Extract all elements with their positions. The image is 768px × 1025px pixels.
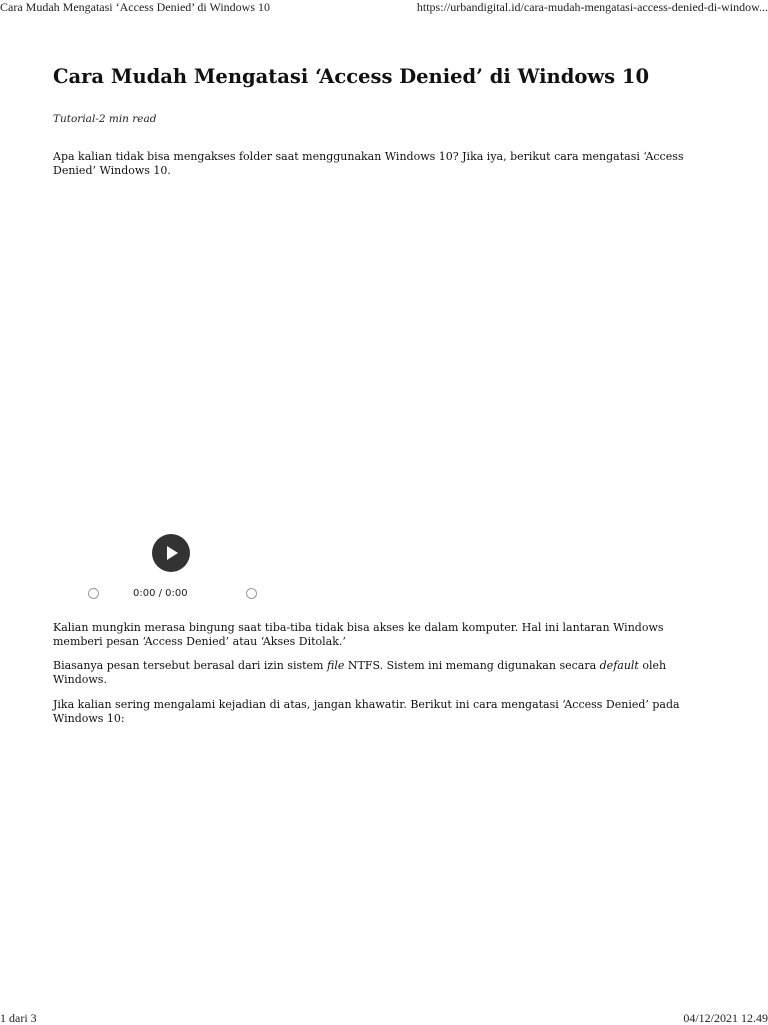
- paragraph-3-em-file: file: [326, 659, 345, 672]
- article-paragraph-2: Kalian mungkin merasa bingung saat tiba-tiba tidak bisa akses ke dalam komputer. Hal ini lantaran Windows memberi pesan ‘Access Denied’ atau ‘Akses Ditolak.’: [53, 621, 664, 648]
- paragraph-3-text-2: NTFS. Sistem ini memang digunakan secara: [344, 659, 600, 672]
- play-button[interactable]: [152, 534, 190, 572]
- seek-start-handle[interactable]: [88, 588, 99, 599]
- article-paragraph-3: [53, 659, 693, 687]
- article-intro: Apa kalian tidak bisa mengakses folder saat menggunakan Windows 10? Jika iya, berikut cara mengatasi ‘Access Denied’ Windows 10.: [53, 150, 684, 177]
- article-title: Cara Mudah Mengatasi ‘Access Denied’ di Windows 10: [53, 65, 650, 88]
- volume-handle[interactable]: [246, 588, 257, 599]
- print-footer-page: 1 dari 3: [0, 1011, 37, 1025]
- print-footer-datetime: 04/12/2021 12.49: [683, 1011, 768, 1025]
- paragraph-3-text-1: Biasanya pesan tersebut berasal dari izin sistem: [53, 659, 327, 672]
- paragraph-3-em-default: default: [599, 659, 639, 672]
- article-paragraph-4: Jika kalian sering mengalami kejadian di atas, jangan khawatir. Berikut ini cara mengatasi ‘Access Denied’ pada Windows 10:: [53, 698, 680, 725]
- play-icon: [152, 534, 190, 572]
- print-header-title: Cara Mudah Mengatasi ‘Access Denied’ di Windows 10: [0, 0, 271, 14]
- media-time: 0:00 / 0:00: [133, 588, 188, 599]
- paragraph-3-text-3: oleh Windows.: [53, 659, 667, 686]
- article-meta: Tutorial-2 min read: [53, 113, 157, 125]
- print-header-url[interactable]: https://urbandigital.id/cara-mudah-mengatasi-access-denied-di-window...: [416, 0, 768, 14]
